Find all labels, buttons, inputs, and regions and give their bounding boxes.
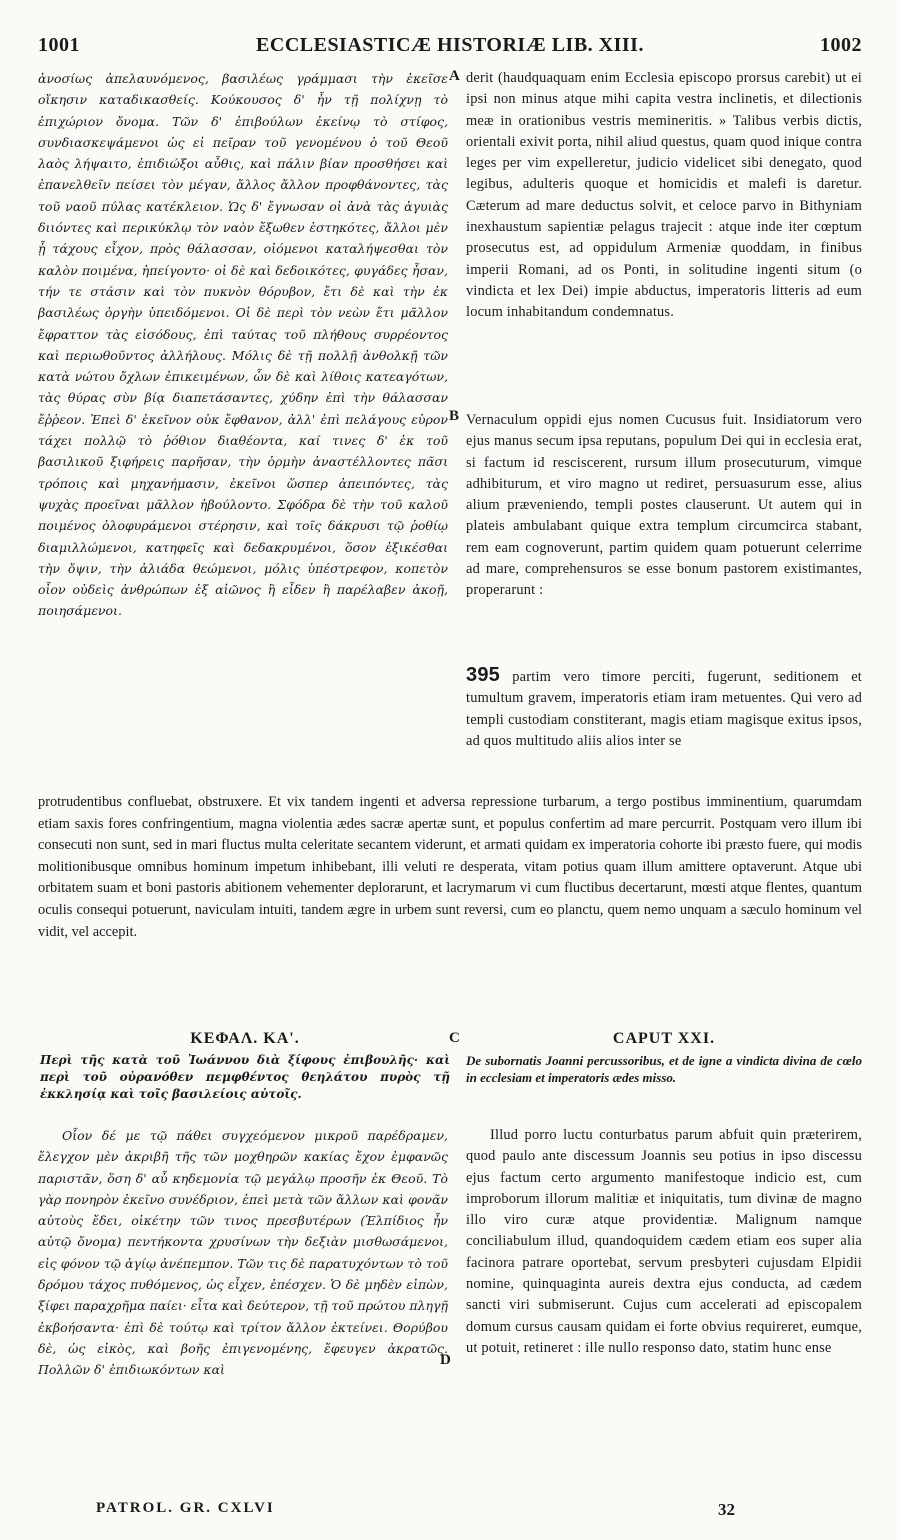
greek-chapter-body: Οἷον δέ με τῷ πάθει συγχεόμενον μικροῦ παρέδραμεν, ἔλεγχον μὲν ἀκριβῆ τῆς τῶν μοχθηρῶν κακίας ἔχον ἐμφανῶς παριστᾶν, ὅση δ' αὖ κηδεμονία τῷ μεγάλῳ προσῆν ἐκ Θεοῦ. Τὸ γὰρ πονηρὸν ἐκεῖνο συνέδριον, ἐπεὶ μετὰ τῶν ἄλλων καὶ φονᾶν αὐτοὺς ἔδει, οἰκέτην τῶν τινος πρεσβυτέρων (Ἐλπίδιος ἦν αὐτῷ ὄνομα) πεντήκοντα χρυσίνων τὴν δεξιὰν μισθωσάμενοι, εἰς φόνον τῷ ἁγίῳ ἀνέπεμπον. Τῶν τις δὲ παρατυχόντων τὸ τοῦ δρόμου τάχος πυθόμενος, ὡς εἶχεν, ἐπέσχεν. Ὁ δὲ μηδὲν εἰπὼν, ξίφει παραχρῆμα παίει· εἶτα καὶ δεύτερον, τῇ τοῦ πρώτου πληγῇ ἐκβοήσαντα· ἐπὶ δὲ τούτῳ καὶ τρίτον ἄλλον ἐκτείνει. Θορύβου δὲ, ὡς εἰκὸς, καὶ βοῆς ἐπιγενομένης, ἔφευγεν ἀκρατῶς. Πολλῶν δ' ἐπιδιωκόντων καὶ — [38, 1128, 448, 1378]
margin-marker-c: C — [449, 1030, 460, 1046]
margin-marker-a: A — [449, 68, 460, 84]
latin-full-width: protrudentibus confluebat, obstruxere. Et vix tandem ingenti et adversa repressione turbarum, a tergo postibus imminentium, quarumdam etiam saxis fores confringentium, magna violentia ædes sacræ apertæ sunt, et populus confertim ad mare percurrit. Postquam vero illum ibi consecuti non sunt, sed in mari fluctus multa celeritate secantem viderunt, et armati quidam ex imperatoria cohorte ibi præsto fuere, qui modis molitionibusque omnibus hominum impetum inhibebant, illi veluti re desperata, vitam potius quam illum amittere optaverunt. Atque ubi orbitatem suam et boni pastoris abitionem vehementer deplorarunt, et lacrymarum vi cum fluctibus decertarunt, mœsti atque flentes, quantum oculis consequi potuerunt, naviculam intuiti, tandem ægre in urbem sunt reversi, cum eo planctu, quem nemo unquam a sæculo hominum vel vidit, vel accepit. — [38, 794, 862, 940]
margin-marker-d: D — [440, 1352, 451, 1368]
latin-chapter-body: Illud porro luctu conturbatus parum abfuit quin præterirem, quod paulo ante discessum Joannis seu potius in ipso discessu ejus factum certo argumento manifestoque indicio est, cum improborum illorum malitiæ et iniquitatis, tum divinæ de magno illo viro curæ atque providentiæ. Malignum namque conciliabulum illud, quandoquidem cædem etiam eos super alia facinora patrare oportebat, servum presbyteri cujusdam Elpidii nomine, quinquaginta aureis dextra ejus conducta, ad cædem sancti viri submiserunt. Cujus cum accelerati ad episcopalem domum cursus causam quidam ei forte obvius requireret, eumque, ut potuit, retineret : ille nullo responso dato, statim hunc ense — [466, 1127, 862, 1356]
running-title: ECCLESIASTICÆ HISTORIÆ LIB. XIII. — [256, 34, 644, 56]
footer-signature: 32 — [718, 1500, 735, 1519]
right-page-number: 1002 — [820, 34, 862, 56]
latin-chapter-title: De subornatis Joanni percussoribus, et de igne a vindicta divina de cœlo in ecclesiam et imperatoris ædes misso. — [466, 1053, 862, 1085]
latin-chapter-heading: CAPUT XXI. — [612, 1030, 716, 1047]
footer-series: PATROL. GR. CXLVI — [96, 1500, 275, 1516]
greek-chapter-title: Περὶ τῆς κατὰ τοῦ Ἰωάννου διὰ ξίφους ἐπιβουλῆς· καὶ περὶ τοῦ οὐρανόθεν πεμφθέντος θεηλάτου πυρὸς τῇ ἐκκλησίᾳ καὶ τοῖς βασιλείοις αὐτοῖς. — [40, 1053, 450, 1101]
latin-column-top-b1: Vernaculum oppidi ejus nomen Cucusus fuit. Insidiatorum vero ejus manus secum ipsa reputans, populum Dei qui in ecclesia erat, si factum id resciscerent, rursum illum prosecuturum, vimque adhibiturum, et viro magno ut rediret, persuasurum esse, alius alium præveniendo, templi postes clauserunt. Ut autem qui in plateis ambulabant quique extra templum circumcirca stabant, rem eam cognoverunt, partim quidem quam potuerunt celerrime ad mare, comprehensuros se esse bonum pastorem existimantes, properarunt : — [466, 412, 862, 599]
column-number: 395 — [466, 665, 500, 686]
left-page-number: 1001 — [38, 34, 80, 56]
latin-column-top-a: derit (haudquaquam enim Ecclesia episcopo prorsus carebit) ut ei ipsi non minus atque mihi capita vestra inclinetis, et dilectionis meæ in orationibus vestris memineritis. » Talibus verbis dictis, orientali exivit porta, nihil aliud questus, quam quod inique contra leges per vim expelleretur, judicio videlicet sibi denegato, quod legibus, adulteris quoque et homicidis et malefi is daretur. Cæterum ad mare deductus solvit, et celoce parvo in Bithyniam inexhaustum sapientiæ pelagus trajecit : atque inde iter cœptum prosecutus est, ad oppidulum Armeniæ quoddam, in finibus imperii Romani, ad os Ponti, in solitudine ingenti situm (o vindicta et lex Dei) impie abductus, imperatoris litteris ad eum locum inhabitandum condemnatus. — [466, 70, 862, 321]
greek-column-top: ἀνοσίως ἀπελαυνόμενος, βασιλέως γράμμασι τὴν ἐκεῖσε οἴκησιν καταδικασθείς. Κούκουσος δ' ἦν τῇ πολίχνῃ τὸ ἐπιχώριον ὄνομα. Τῶν δ' ἐπιβούλων ἐκείνῳ τὸ στίφος, συνδιασκεψάμενοι ὡς εἰ πεῖραν τοῦ γενομένου ὁ τοῦ Θεοῦ λαὸς λήψαιτο, ἐπιδιώξοι αὖθις, καὶ πάλιν βίαν προσθήσει καὶ ἐπανελθεῖν πείσει τὸν μέγαν, ἄλλος ἄλλον προφθάνοντες, τὰς τοῦ ναοῦ πύλας κατέκλειον. Ὡς δ' ἔγνωσαν οἱ ἀνὰ τὰς ἀγυιὰς διιόντες καὶ περικύκλῳ τὸν ναὸν ἔξωθεν ἑστηκότες, ἄλλοι μὲν ᾗ τάχους εἶχον, πρὸς θάλασσαν, οἰόμενοι καταλήψεσθαι τὸν καλὸν ποιμένα, ἠπείγοντο· οἱ δὲ καὶ δεδοικότες, φυγάδες ἦσαν, τήν τε στάσιν καὶ τὸν πυκνὸν θόρυβον, ἔτι δὲ καὶ τὴν ἐκ βασιλέως ὀργὴν ὑπειδόμενοι. Οἱ δὲ περὶ τὸν νεὼν ἔτι μᾶλλον ἔφραττον τὰς εἰσόδους, ἐπὶ ταύτας τοῦ πλήθους συρρέοντος καὶ περιωθοῦντος ἀλλήλους. Μόλις δὲ τῇ πολλῇ ἀνθολκῇ τῶν κατὰ νώτου ὄχλων ἐπικειμένων, ὧν δὲ καὶ λίθοις κατεαγότων, τὰς θύρας σὺν βίᾳ διαπετάσαντες, χύδην ἐπὶ τὴν θάλασσαν ἔῤῥεον. Ἐπεὶ δ' ἐκεῖνον οὐκ ἔφθανον, ἀλλ' ἐπὶ πελάγους εὑρον τάχει πολλῷ τὸ ῥόθιον διαθέοντα, καί τινες δ' ἐκ τοῦ βασιλικοῦ ξιφήρεις παρῆσαν, τὴν ὁρμὴν ἀναστέλλοντες πᾶσι τρόποις καὶ μηχανήμασιν, ἐκεῖνοι ὥσπερ ἀπειπόντες, τὰς ψυχὰς προεῖναι μᾶλλον ἠβούλοντο. Σφόδρα δὲ τὴν τοῦ καλοῦ ποιμένος ὀλοφυράμενοι στέρησιν, καὶ τοῖς δάκρυσι τῷ ῥοθίῳ διαμιλλώμενοι, κατηφεῖς καὶ δεδακρυμένοι, ὅσον ἐξικέσθαι τὴν ὄψιν, τὴν ἀλιάδα θεώμενοι, μόλις ὑπέστρεφον, κοπετὸν οἷον οὐδεὶς ἀνθρώπων ἐξ αἰῶνος ἢ εἶδεν ἢ παρέλαβεν ἀκοῇ, ποιησάμενοι. — [38, 71, 448, 619]
running-head — [38, 34, 862, 62]
margin-marker-b: B — [449, 408, 460, 424]
latin-column-top-b2-wrap — [466, 665, 862, 789]
greek-chapter-heading: ΚΕΦΑΛ. ΚΑ'. — [190, 1030, 300, 1047]
latin-column-top-b2: partim vero timore perciti, fugerunt, seditionem et tumultum gravem, imperatoris etiam iram metuentes. Qui vero ad templi custodiam constiterant, magis etiam magisque exitus ipsos, ad quos multitudo aliis alios inter se — [466, 669, 862, 749]
